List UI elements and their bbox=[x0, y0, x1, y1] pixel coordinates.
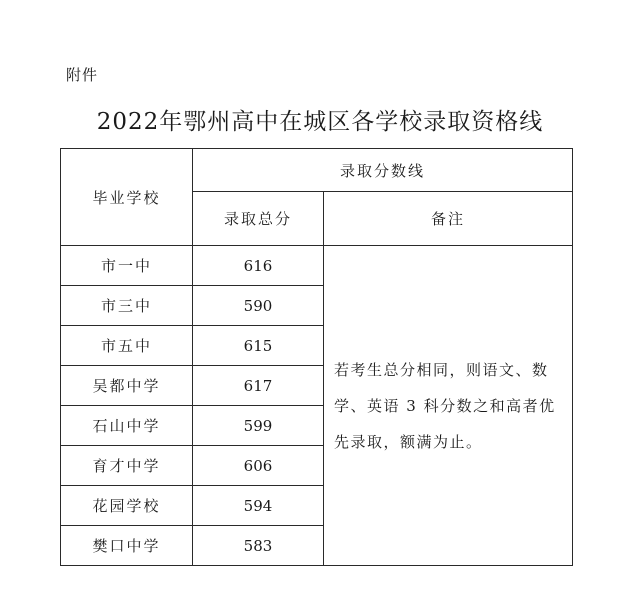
total-score: 599 bbox=[193, 406, 324, 446]
total-score: 583 bbox=[193, 526, 324, 566]
school-name: 育才中学 bbox=[61, 446, 193, 486]
total-score: 594 bbox=[193, 486, 324, 526]
remark-cell: 若考生总分相同，则语文、数学、英语 3 科分数之和高者优先录取，额满为止。 bbox=[324, 246, 573, 566]
total-score: 590 bbox=[193, 286, 324, 326]
school-name: 市五中 bbox=[61, 326, 193, 366]
header-total-score: 录取总分 bbox=[193, 192, 324, 246]
header-graduation-school: 毕业学校 bbox=[61, 149, 193, 246]
total-score: 616 bbox=[193, 246, 324, 286]
total-score: 617 bbox=[193, 366, 324, 406]
school-name: 市三中 bbox=[61, 286, 193, 326]
header-remark: 备注 bbox=[324, 192, 573, 246]
total-score: 606 bbox=[193, 446, 324, 486]
school-name: 吴都中学 bbox=[61, 366, 193, 406]
header-admission-cutoff: 录取分数线 bbox=[193, 149, 573, 192]
attachment-label: 附件 bbox=[66, 66, 99, 84]
school-name: 市一中 bbox=[61, 246, 193, 286]
admission-score-table bbox=[60, 148, 573, 566]
document-title: 2022年鄂州高中在城区各学校录取资格线 bbox=[96, 109, 544, 135]
school-name: 石山中学 bbox=[61, 406, 193, 446]
total-score: 615 bbox=[193, 326, 324, 366]
school-name: 花园学校 bbox=[61, 486, 193, 526]
table-row bbox=[61, 246, 573, 286]
school-name: 樊口中学 bbox=[61, 526, 193, 566]
